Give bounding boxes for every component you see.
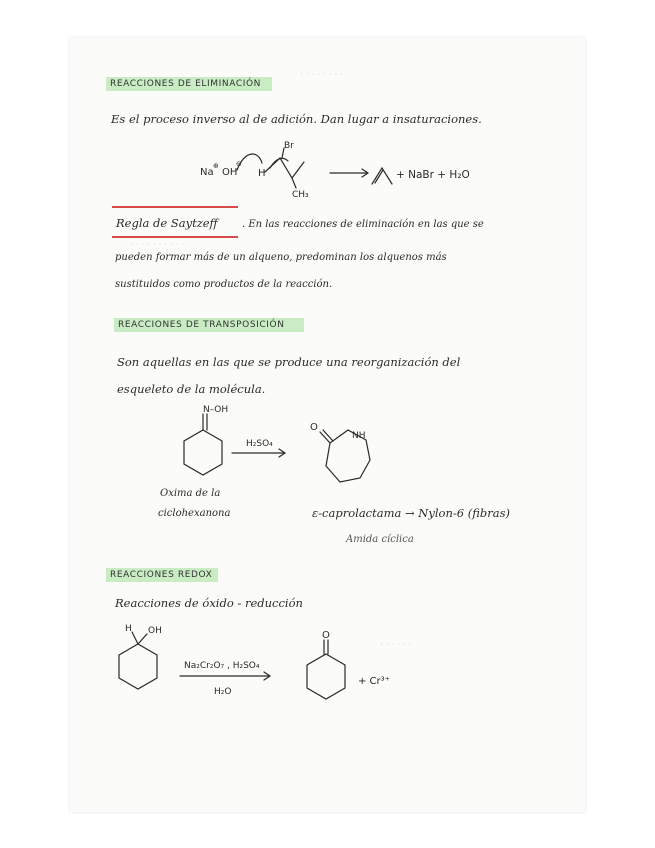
- water-label: H₂O: [214, 687, 232, 697]
- saytzeff-line-3: sustituidos como productos de la reacción.: [115, 279, 333, 290]
- c-ch3-bond: [292, 178, 296, 188]
- section-header-eliminacion: REACCIONES DE ELIMINACIÓN: [110, 79, 261, 89]
- redox-definition: Reacciones de óxido - reducción: [115, 596, 303, 610]
- bleed-through-text: · · · · · ·: [380, 640, 412, 650]
- oh-label: OH: [222, 167, 238, 178]
- reaction-arrow-transposition: [232, 449, 285, 457]
- reaction-arrow-elim: [330, 169, 368, 177]
- saytzeff-label: Regla de Saytzeff: [116, 216, 218, 230]
- elimination-products: + NaBr + H₂O: [396, 169, 470, 181]
- section-header-transposicion: REACCIONES DE TRANSPOSICIÓN: [118, 320, 285, 330]
- nh-label: NH: [352, 431, 366, 441]
- cyclohexanone-ring: [307, 654, 345, 699]
- oxima-label-1: Oxima de la: [160, 488, 221, 499]
- chromium-label: + Cr³⁺: [358, 676, 390, 687]
- carbinol-bonds: [132, 632, 147, 644]
- ketone-o-label: O: [322, 630, 330, 641]
- na-label: Na: [200, 167, 214, 178]
- h2so4-label: H₂SO₄: [246, 439, 273, 449]
- saytzeff-line-1: . En las reacciones de eliminación en las que se: [242, 219, 484, 230]
- c-o-double-bond: [320, 430, 333, 443]
- caprolactama-label: ε-caprolactama → Nylon-6 (fibras): [312, 506, 510, 520]
- oh-redox-label: OH: [148, 626, 162, 636]
- eliminacion-definition: Es el proceso inverso al de adición. Dan lugar a insaturaciones.: [111, 112, 482, 126]
- saytzeff-line-2: pueden formar más de un alqueno, predominan los alquenos más: [115, 252, 447, 263]
- reaction-arrow-redox: [180, 672, 270, 680]
- section-header-redox: REACCIONES REDOX: [110, 570, 213, 580]
- amida-ciclica-label: Amida cíclica: [346, 534, 414, 545]
- n-oh-label: N–OH: [203, 405, 229, 415]
- br-label: Br: [284, 141, 294, 151]
- ch3-label: CH₃: [292, 190, 309, 200]
- transposicion-line-1: Son aquellas en las que se produce una reorganización del: [117, 355, 461, 369]
- dichromate-label: Na₂Cr₂O₇ , H₂SO₄: [184, 661, 260, 671]
- oxime-ring: [184, 430, 222, 475]
- substrate-skeleton: [265, 158, 304, 178]
- bleed-through-text: · · · · · · · ·: [300, 70, 343, 80]
- c-n-double-bond: [203, 414, 207, 430]
- na-charge-icon: ⊕: [213, 162, 219, 170]
- cyclohexanol-ring: [119, 644, 157, 689]
- o-label: O: [310, 422, 318, 433]
- h-label: H: [258, 168, 266, 179]
- bleed-through-text: · · · · · · · · · ·: [130, 240, 185, 250]
- oh-charge-icon: ⊖: [236, 160, 242, 168]
- oxima-label-2: ciclohexanona: [158, 508, 231, 519]
- alkene-product: [372, 168, 392, 184]
- transposicion-line-2: esqueleto de la molécula.: [117, 382, 266, 396]
- h-redox-label: H: [125, 624, 132, 634]
- ketone-double-bond: [324, 640, 328, 654]
